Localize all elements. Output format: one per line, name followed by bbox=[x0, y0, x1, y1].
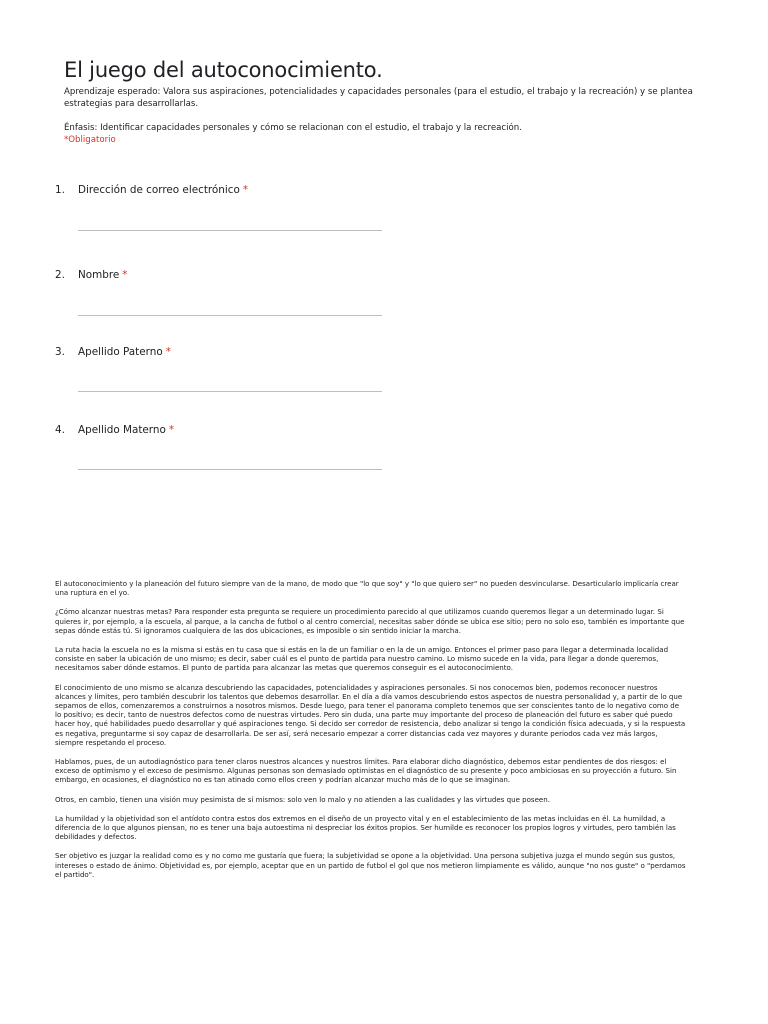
question-email bbox=[55, 184, 395, 196]
article-paragraph: La humildad y la objetividad son el antídoto contra estos dos extremos en el diseño de un proyecto vital y en el establecimiento de las metas incluidas en él. La humildad, a diferencia de lo que algunos piensan, no es tener una baja autoestima ni despreciar los éxitos propios. Ser humilde es reconocer los propios logros y virtudes, pero también las debilidades y defectos. bbox=[55, 813, 676, 842]
question-label: Apellido Paterno bbox=[78, 346, 163, 358]
required-marker: * bbox=[122, 269, 128, 281]
question-name bbox=[55, 269, 395, 281]
form-description: Aprendizaje esperado: Valora sus aspiraciones, potencialidades y capacidades personales (para el estudio, el trabajo y la recreación) y se plantea estrategias para desarrollarlas. Énfasis: Identificar capacidades personales y cómo se relacionan con el estudio, el trabajo y la recreación. bbox=[64, 87, 693, 133]
question-number: 3. bbox=[55, 346, 65, 358]
question-maternal-surname bbox=[55, 424, 395, 436]
article-text bbox=[55, 579, 687, 889]
question-number: 1. bbox=[55, 184, 65, 196]
question-label: Dirección de correo electrónico bbox=[78, 184, 240, 196]
question-label: Apellido Materno bbox=[78, 424, 166, 436]
article-paragraph: Hablamos, pues, de un autodiagnóstico para tener claros nuestros alcances y nuestros límites. Para elaborar dicho diagnóstico, debemos estar pendientes de dos riesgos: el exceso de optimismo y el exceso de pesimismo. Algunas personas son demasiado optimistas en el diagnóstico de su presente y poco ambiciosas en su proyección a futuro. Sin embargo, en ocasiones, el diagnóstico no es tan atinado como ellos creen y podrían alcanzar mucho más de lo que se imaginan. bbox=[55, 757, 677, 785]
paternal-surname-field[interactable] bbox=[78, 391, 382, 392]
article-paragraph: El autoconocimiento y la planeación del futuro siempre van de la mano, de modo que "lo que soy" y "lo que quiero ser" no pueden desvincularse. Desarticularlo implicaría crear una ruptura en el yo. bbox=[55, 579, 679, 598]
question-paternal-surname bbox=[55, 346, 395, 358]
question-label: Nombre bbox=[78, 269, 120, 281]
question-number: 2. bbox=[55, 269, 65, 281]
required-marker: * bbox=[168, 424, 175, 436]
article-paragraph: ¿Cómo alcanzar nuestras metas? Para responder esta pregunta se requiere un procedimiento parecido al que utilizamos cuando queremos llegar a un determinado lugar. Si quieres ir, por ejemplo, a la escuela, al parque, a la cancha de futbol o al centro comercial, necesitas saber dónde se ubica ese sitio; pero no solo eso, también es importante que sepas dónde estás tú. Si ignoramos cualquiera de las dos ubicaciones, es imposible o sin sentido iniciar la marcha. bbox=[55, 607, 685, 635]
form-title: El juego del autoconocimiento. bbox=[64, 58, 383, 82]
article-paragraph: La ruta hacia la escuela no es la misma si estás en tu casa que si estás en la de un familiar o en la de un amigo. Entonces el primer paso para llegar a determinada localidad consiste en saber la ubicación de uno mismo; es decir, saber cuál es el punto de partida para nuestro camino. Lo mismo sucede en la vida, para llegar a donde queremos, necesitamos saber dónde estamos. El punto de partida para alcanzar las metas que queremos conseguir es el autoconocimiento. bbox=[55, 645, 669, 673]
question-number: 4. bbox=[55, 424, 65, 436]
maternal-surname-field[interactable] bbox=[78, 469, 382, 470]
required-note: *Obligatorio bbox=[64, 135, 116, 145]
email-field[interactable] bbox=[78, 230, 382, 231]
article-paragraph: Ser objetivo es juzgar la realidad como es y no como me gustaría que fuera; la subjetividad se opone a la objetividad. Una persona subjetiva juzga el mundo según sus gustos, intereses o estado de ánimo. Objetividad es, por ejemplo, aceptar que en un partido de futbol el gol que nos metieron limpiamente es válido, aunque "no nos guste" o "perdamos el partido". bbox=[55, 851, 686, 879]
form-header bbox=[64, 55, 704, 146]
required-marker: * bbox=[165, 346, 171, 358]
article-paragraph: Otros, en cambio, tienen una visión muy pesimista de sí mismos: solo ven lo malo y no atienden a las cualidades y las virtudes que poseen. bbox=[55, 794, 550, 804]
required-marker: * bbox=[242, 184, 249, 196]
article-paragraph: El conocimiento de uno mismo se alcanza descubriendo las capacidades, potencialidades y aspiraciones personales. Si nos conocemos bien, podemos reconocer nuestros alcances y límites, pero también descubrir los talentos que debemos desarrollar. En el día a día vamos descubriendo estos aspectos de nuestra personalidad y, a partir de lo que sepamos de ellos, comenzaremos a construirnos a nosotros mismos. Desde luego, para tener el panorama completo tenemos que ser conscientes tanto de lo negativo como de lo positivo; es decir, tanto de nuestros defectos como de nuestras virtudes. Pero sin duda, una parte muy importante del proceso de planeación del futuro es saber qué puedo hacer hoy, qué habilidades puedo desarrollar y qué aspiraciones tengo. Si decido ser corredor de resistencia, debo analizar si tengo la condición física adecuada, y si la respuesta es negativa, preguntarme si soy capaz de desarrollarla. De ser así, será necesario empezar a correr distancias cada vez mayores y durante periodos cada vez más largos, siempre respetando el proceso. bbox=[55, 682, 686, 747]
name-field[interactable] bbox=[78, 315, 382, 316]
